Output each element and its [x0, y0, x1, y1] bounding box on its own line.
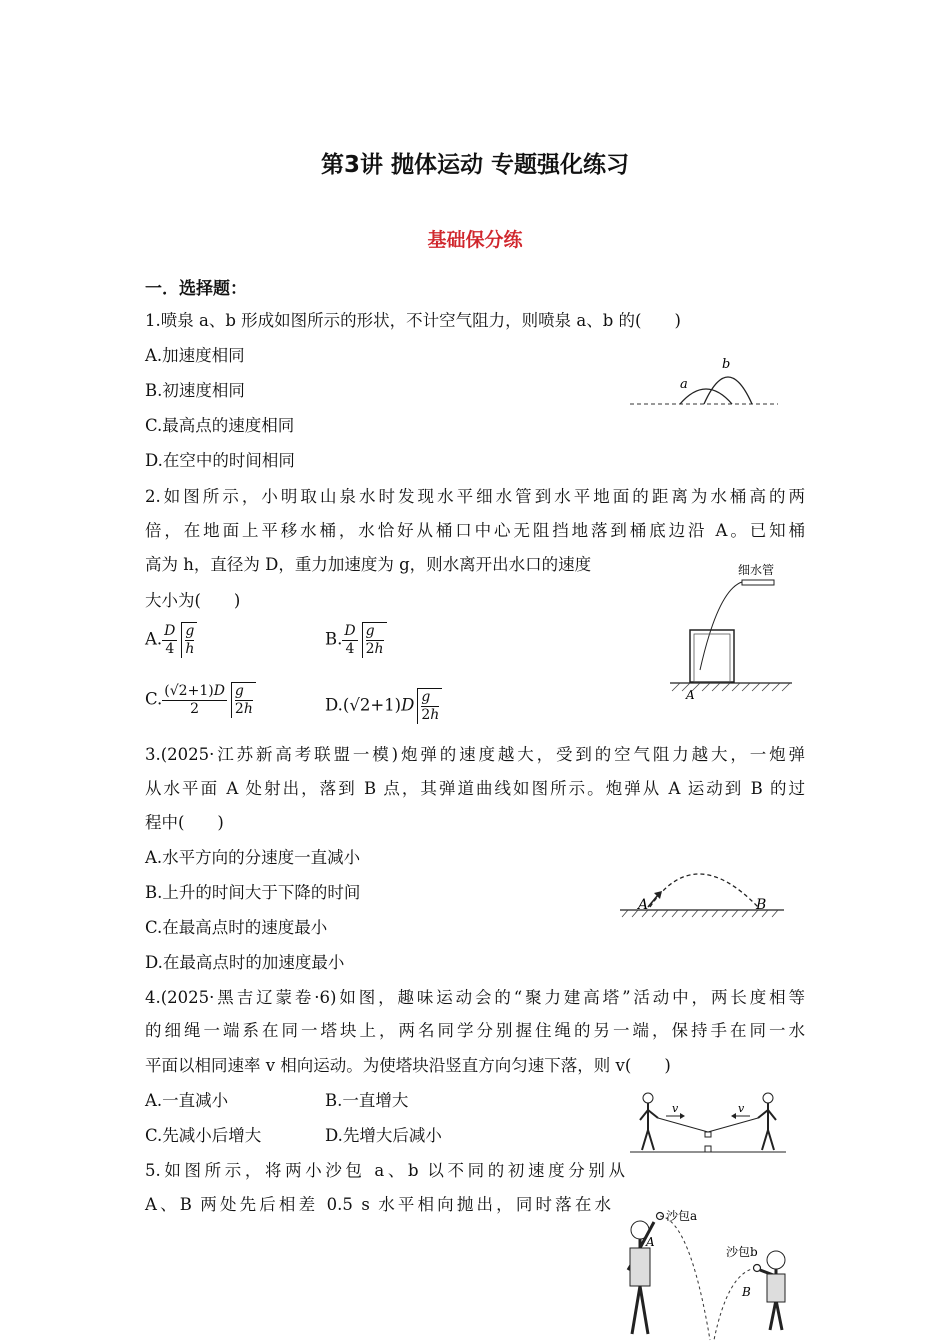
- q2-option-b: B. $\frac{D}{4}$ $\frac{g}{2h}$: [325, 622, 387, 658]
- q3-line-1: 3.(2025·江苏新高考联盟一模)炮弹的速度越大，受到的空气阻力越大，一炮弹: [145, 745, 805, 764]
- q2-option-d: D.(√2+1)D $\frac{g}{2h}$: [325, 688, 442, 724]
- q5-line-2: A、B 两处先后相差 0.5 s 水平相向抛出，同时落在水: [145, 1195, 611, 1214]
- q4-line-3: 平面以相同速率 v 相向运动。为使塔块沿竖直方向匀速下落，则 v( ): [145, 1056, 671, 1075]
- q3-line-3: 程中( ): [145, 813, 224, 832]
- q2-option-a: A. $\frac{D}{4}$ $\frac{g}{h}$: [145, 622, 197, 658]
- q1-stem: 1.喷泉 a、b 形成如图所示的形状，不计空气阻力，则喷泉 a、b 的( ): [145, 311, 681, 330]
- q1-fig-label-b: b: [722, 357, 731, 372]
- q4-tower-figure: [628, 1088, 788, 1160]
- q2-line-1: 2.如图所示，小明取山泉水时发现水平细水管到水平地面的距离为水桶高的两: [145, 487, 805, 506]
- q1-option-d: D.在空中的时间相同: [145, 451, 295, 470]
- q4-option-c: C.先减小后增大: [145, 1126, 262, 1145]
- q1-fountain-figure: [628, 352, 780, 408]
- q1-option-a: A.加速度相同: [145, 346, 245, 365]
- q3-fig-label-b: B: [756, 897, 767, 913]
- q2-fig-label-pipe: 细水管: [738, 563, 775, 577]
- q2-bucket-figure: [668, 560, 796, 700]
- q4-option-d: D.先增大后减小: [325, 1126, 442, 1145]
- q5-fig-label-a: A: [646, 1235, 655, 1249]
- q1-option-b: B.初速度相同: [145, 381, 245, 400]
- q3-option-d: D.在最高点时的加速度最小: [145, 953, 345, 972]
- section-heading: 一．选择题：: [145, 279, 247, 299]
- q1-option-c: C.最高点的速度相同: [145, 416, 295, 435]
- q3-fig-label-a: A: [638, 897, 649, 913]
- q5-fig-label-b: B: [742, 1285, 751, 1299]
- q5-line-1: 5.如图所示，将两小沙包 a、b 以不同的初速度分别从: [145, 1161, 625, 1180]
- q2-fig-label-a: A: [686, 688, 695, 702]
- q3-trajectory-figure: [618, 855, 786, 919]
- q4-line-1: 4.(2025·黑吉辽蒙卷·6)如图，趣味运动会的“聚力建高塔”活动中，两长度相等: [145, 988, 805, 1007]
- q4-option-b: B.一直增大: [325, 1091, 409, 1110]
- page-title: 第3讲 抛体运动 专题强化练习: [320, 152, 630, 178]
- q2-line-4: 大小为( ): [145, 591, 241, 610]
- q1-fig-label-a: a: [680, 377, 688, 392]
- q3-option-c: C.在最高点时的速度最小: [145, 918, 328, 937]
- q2-line-3: 高为 h，直径为 D，重力加速度为 g，则水离开出水口的速度: [145, 555, 592, 574]
- q2-line-2: 倍，在地面上平移水桶，水恰好从桶口中心无阻挡地落到桶底边沿 A。已知桶: [145, 521, 805, 540]
- q3-option-a: A.水平方向的分速度一直减小: [145, 848, 361, 867]
- q4-line-2: 的细绳一端系在同一塔块上，两名同学分别握住绳的另一端，保持手在同一水: [145, 1021, 805, 1040]
- q4-fig-label-v-left: v: [672, 1102, 679, 1115]
- section-subtitle: 基础保分练: [427, 229, 523, 251]
- q2-option-c: C. $\frac{(√2+1)D}{2}$ $\frac{g}{2h}$: [145, 682, 256, 718]
- q5-fig-label-sandbag-a: 沙包a: [666, 1209, 698, 1223]
- q5-fig-label-sandbag-b: 沙包b: [726, 1245, 758, 1259]
- q3-line-2: 从水平面 A 处射出，落到 B 点，其弹道曲线如图所示。炮弹从 A 运动到 B 的过: [145, 779, 805, 798]
- q4-option-a: A.一直减小: [145, 1091, 229, 1110]
- q5-sandbag-figure: [610, 1200, 800, 1340]
- q4-fig-label-v-right: v: [738, 1102, 745, 1115]
- q3-option-b: B.上升的时间大于下降的时间: [145, 883, 361, 902]
